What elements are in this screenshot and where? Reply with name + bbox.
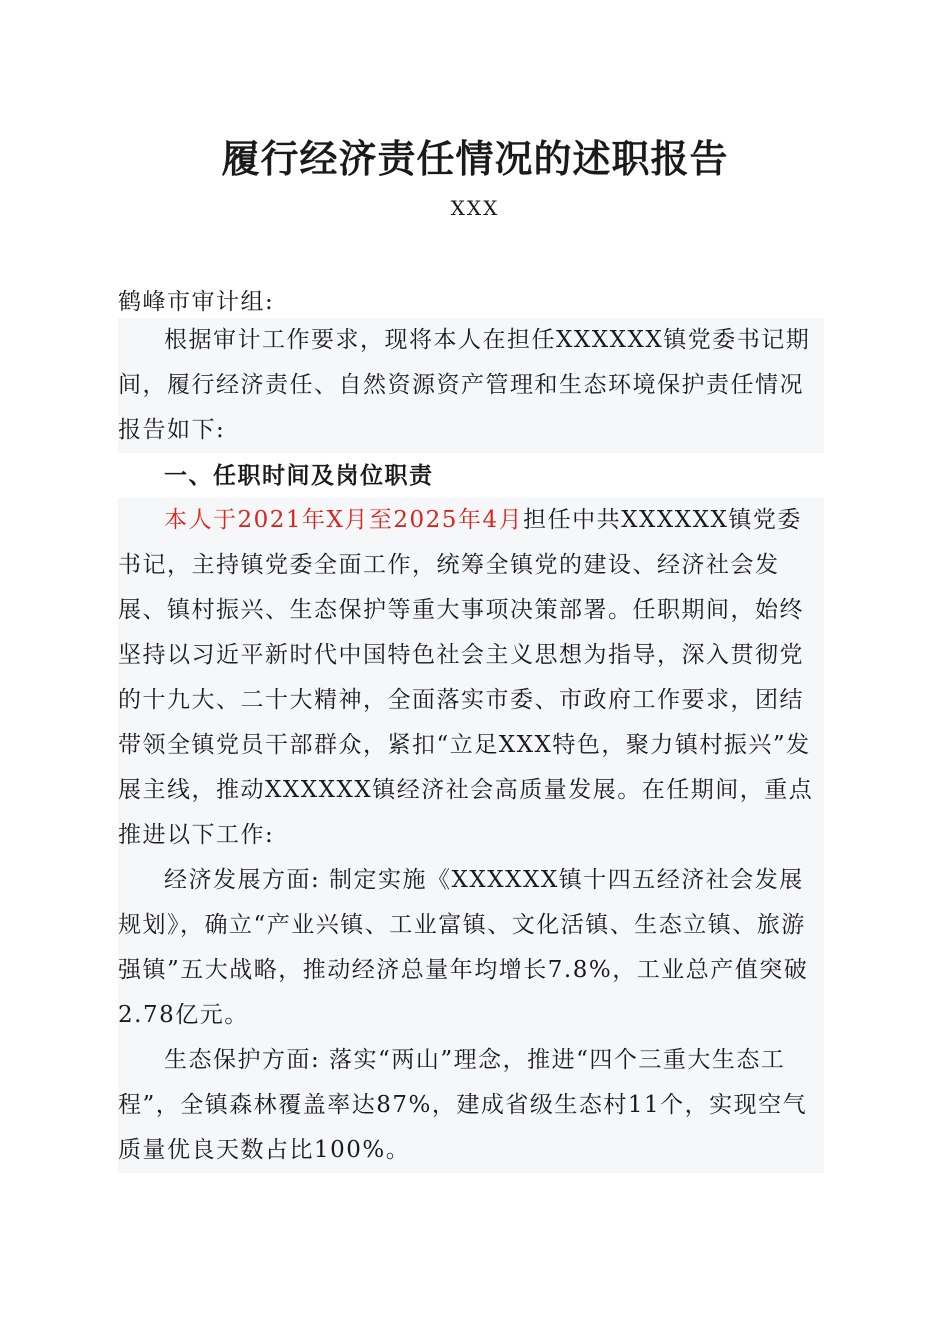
section-heading: 一、任职时间及岗位职责 [164,463,434,489]
ecology-paragraph: 生态保护方面: 落实“两山”理念，推进“四个三重大生态工程”，全镇森林覆盖率达87%，建成省级生态村11个，实现空气质量优良天数占比100%。 [118,1038,824,1173]
tenure-text: 担任中共XXXXXX镇党委书记，主持镇党委全面工作，统筹全镇党的建设、经济社会发展、镇村振兴、生态保护等重大事项决策部署。任职期间，始终坚持以习近平新时代中国特色社会主义思想为指导，深入贯彻党的十九大、二十大精神，全面落实市委、市政府工作要求，团结带领全镇党员干部群众，紧扣“立足XXX特色，聚力镇村振兴”发展主线，推动XXXXXX镇经济社会高质量发展。在任期间，重点推进以下工作: [118,507,814,848]
economy-paragraph: 经济发展方面: 制定实施《XXXXXX镇十四五经济社会发展规划》，确立“产业兴镇、工业富镇、文化活镇、生态立镇、旅游强镇”五大战略，推动经济总量年均增长7.8%，工业总产值突破2.78亿元。 [118,858,824,1038]
salutation: 鹤峰市审计组: [118,289,275,315]
tenure-paragraph [118,498,824,858]
intro-paragraph: 根据审计工作要求，现将本人在担任XXXXXX镇党委书记期间，履行经济责任、自然资源资产管理和生态环境保护责任情况报告如下: [118,318,824,453]
tenure-highlight: 本人于2021年X月至2025年4月 [164,507,524,533]
document-title: 履行经济责任情况的述职报告 [221,136,729,181]
document-author: XXX [450,196,500,220]
